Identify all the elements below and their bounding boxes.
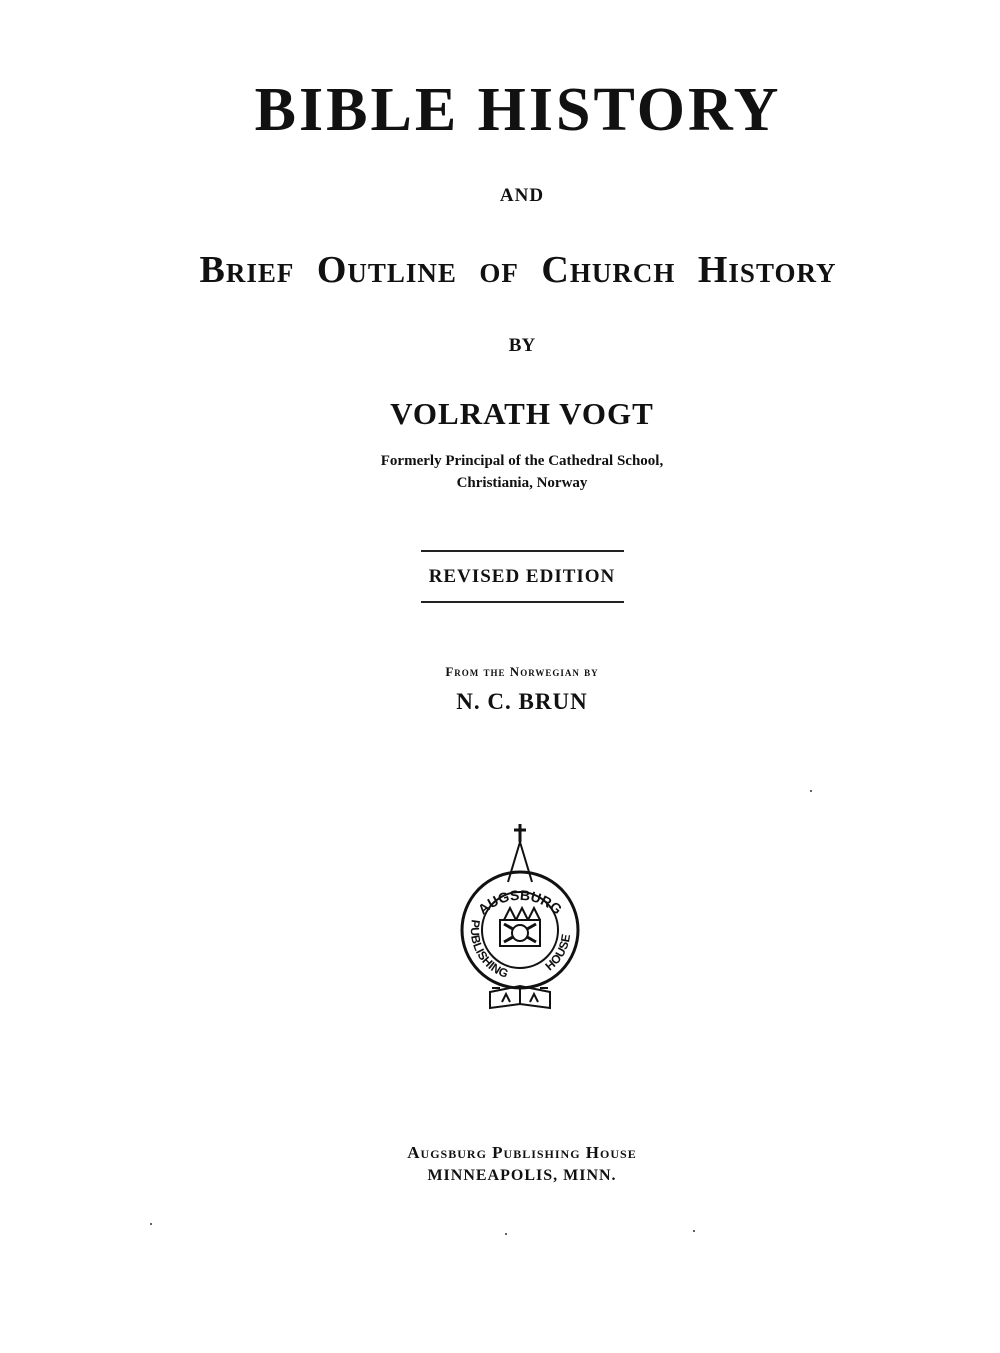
publisher-seal-icon (440, 820, 600, 1020)
publisher-city: MINNEAPOLIS, MINN. (427, 1167, 617, 1184)
divider-top (421, 550, 624, 552)
divider-bottom (421, 601, 624, 603)
author-credential-line2: Christiania, Norway (456, 475, 588, 491)
seal-ring-left-text: PUBLISHING (467, 918, 511, 981)
scan-speck (693, 1230, 695, 1232)
author-credential-line1: Formerly Principal of the Cathedral School, (380, 453, 664, 469)
by-label: BY (508, 335, 536, 356)
book-subtitle: Brief Outline of Church History (199, 249, 837, 291)
scan-speck (150, 1223, 152, 1225)
edition-label: REVISED EDITION (428, 566, 616, 587)
seal-ring-top-text: AUGSBURG (474, 886, 566, 918)
translator-name: N. C. BRUN (456, 689, 588, 714)
svg-text:PUBLISHING (468, 919, 511, 981)
author-name: VOLRATH VOGT (390, 396, 654, 431)
book-title: BIBLE HISTORY (254, 76, 782, 144)
scan-speck (505, 1233, 507, 1235)
seal-ring-right-text: HOUSE (542, 932, 574, 974)
translation-credit: From the Norwegian by (445, 664, 599, 679)
title-conjunction: AND (499, 185, 545, 206)
publisher-name: Augsburg Publishing House (407, 1143, 637, 1162)
scan-speck (810, 790, 812, 792)
